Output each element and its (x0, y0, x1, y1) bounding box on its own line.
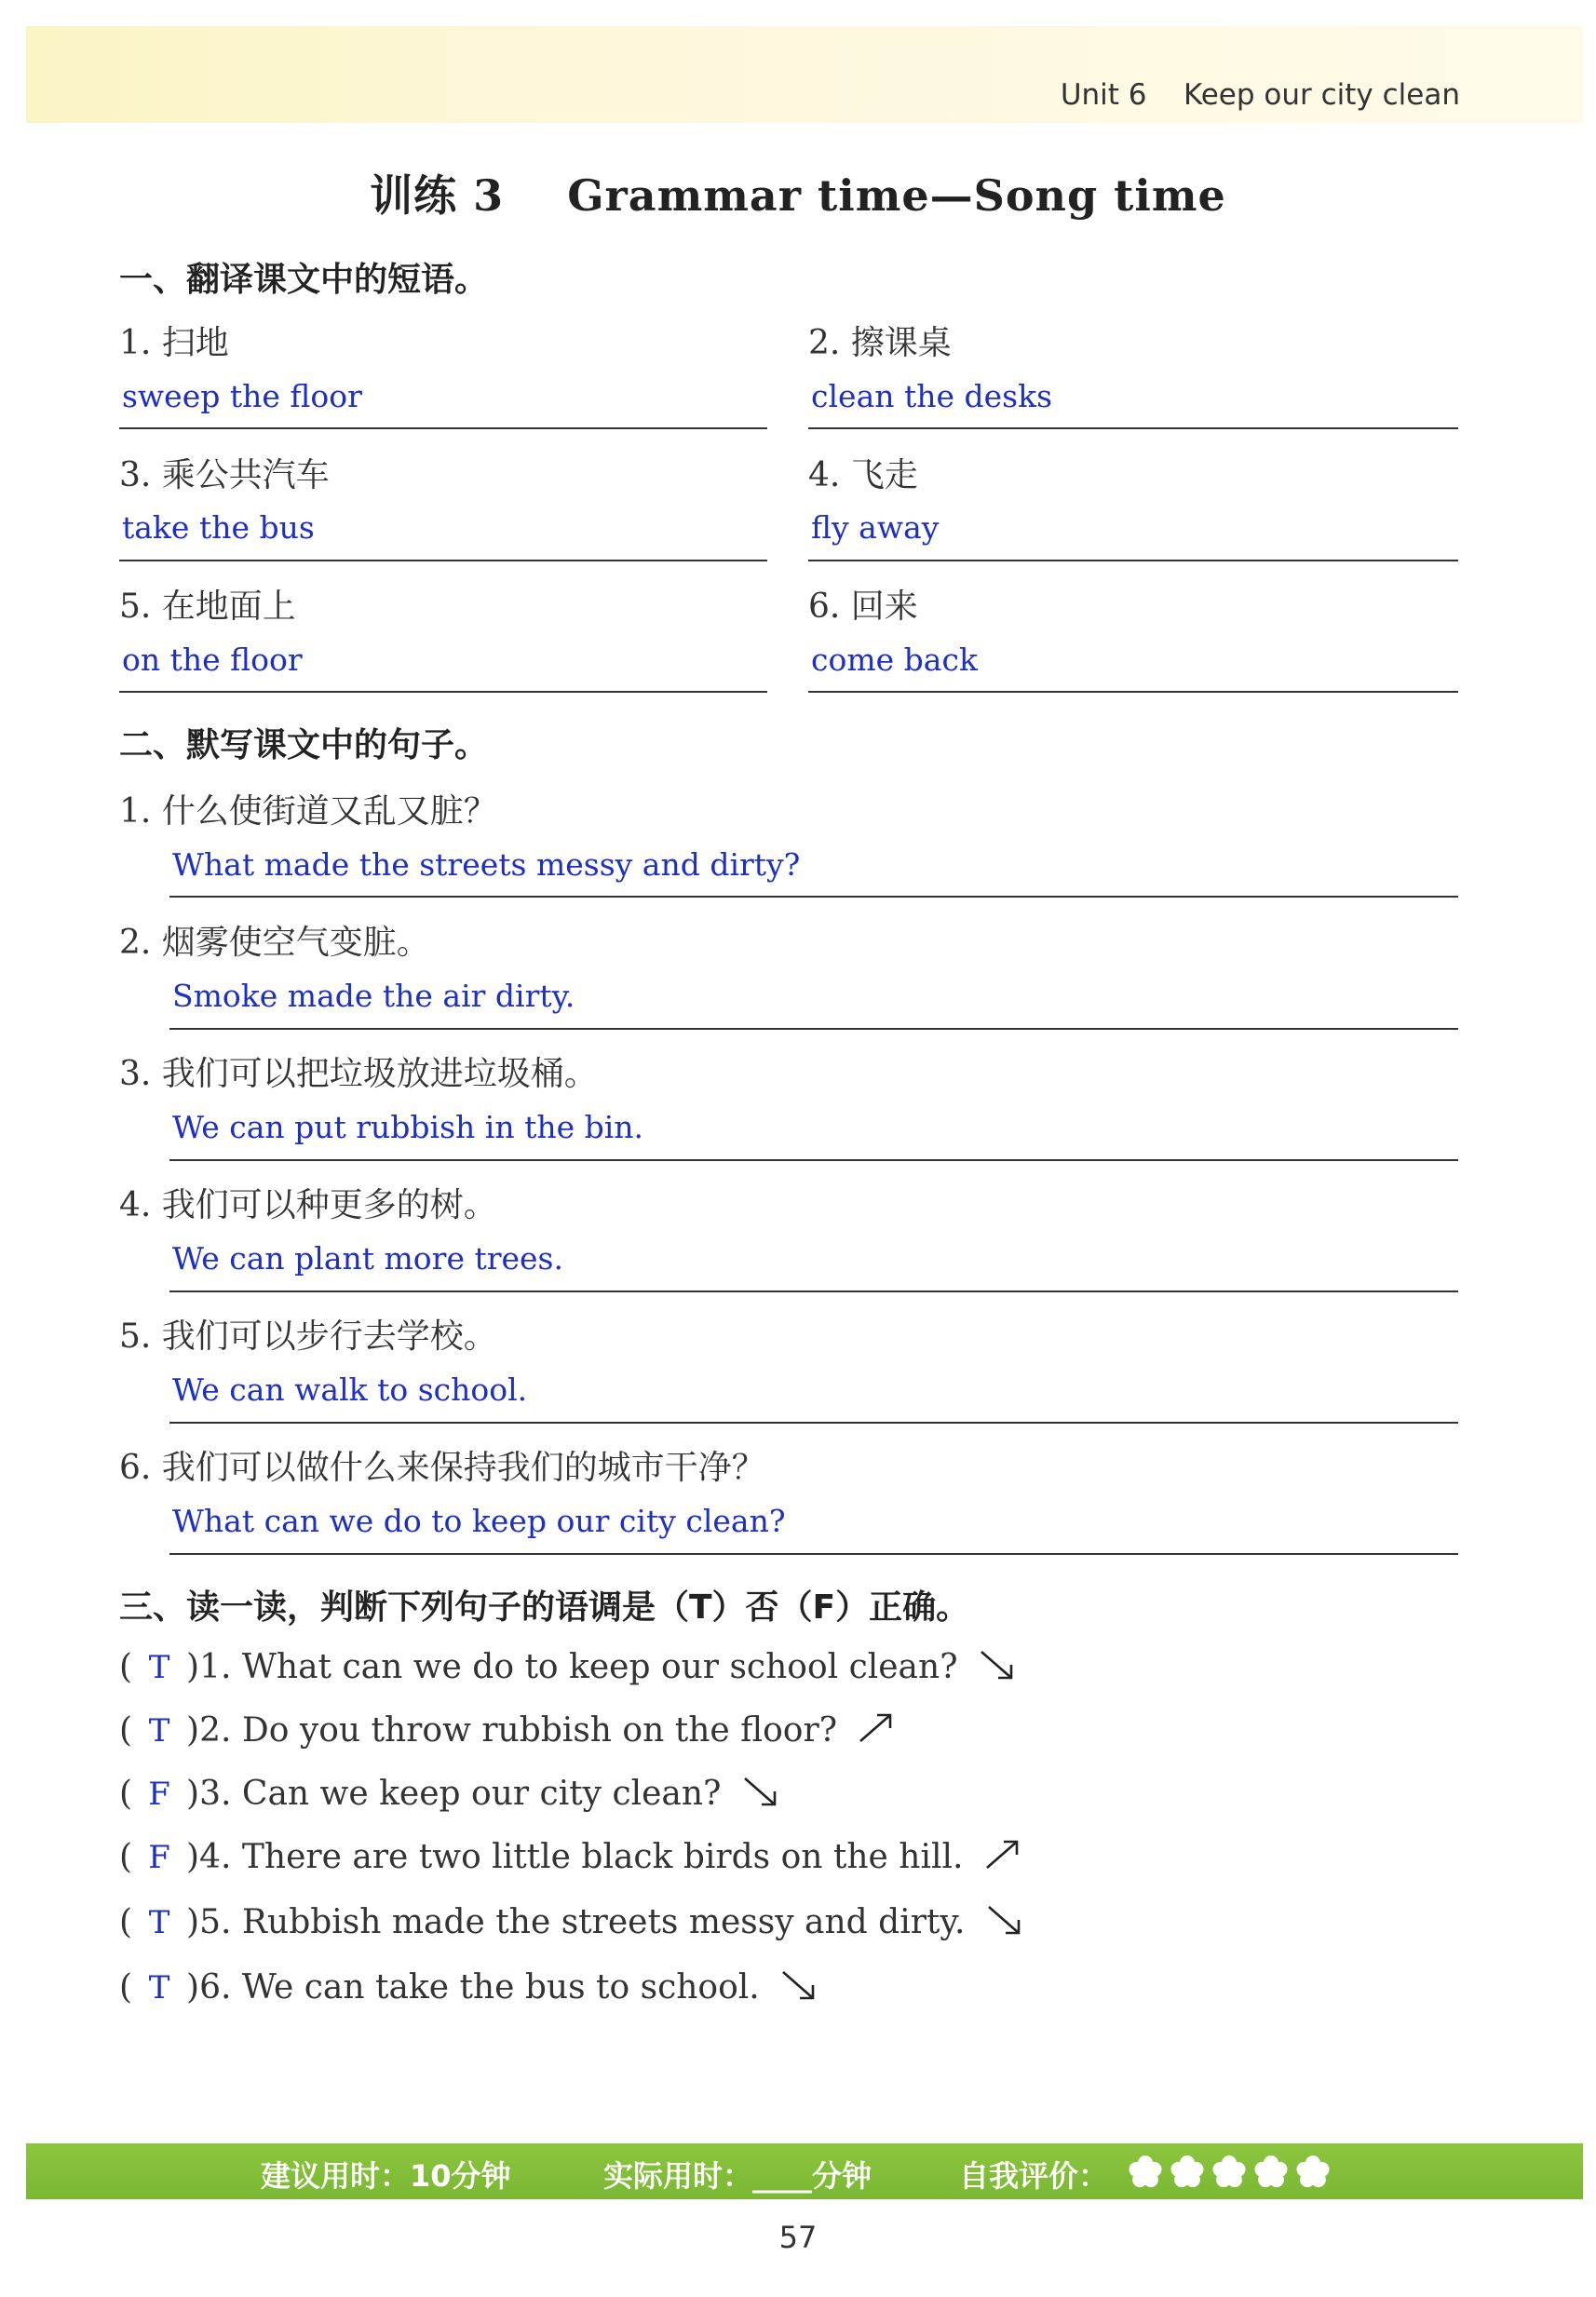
sentence-answer: Smoke made the air dirty. (172, 978, 575, 1014)
sentence-label: 3. 我们可以把垃圾放进垃圾桶。 (119, 1055, 598, 1093)
sentence-label: 2. 烟雾使空气变脏。 (119, 924, 430, 962)
intonation-item (119, 1836, 1024, 1876)
sentence-label: 1. 什么使街道又乱又脏？ (119, 792, 497, 831)
item-number: )5. (186, 1903, 232, 1941)
sentence-answer: We can put rubbish in the bin. (172, 1109, 644, 1145)
answer-line (169, 1553, 1458, 1555)
paren-open: ( (119, 1903, 133, 1941)
intonation-item (119, 1901, 1026, 1941)
item-number: )4. (186, 1838, 232, 1876)
paren-open: ( (119, 1968, 133, 2006)
paren-open: ( (119, 1838, 133, 1876)
rising-arrow-icon (857, 1709, 898, 1747)
falling-arrow-icon (779, 1966, 820, 2004)
phrase-answer: take the bus (122, 509, 315, 546)
sentence-text: Do you throw rubbish on the floor? (241, 1711, 837, 1750)
falling-arrow-icon (741, 1773, 782, 1810)
sentence-text: Rubbish made the streets messy and dirty. (241, 1903, 966, 1941)
page-title: 训练 3 Grammar time—Song time (370, 170, 1226, 221)
answer-line (169, 896, 1458, 898)
answer-line (169, 1159, 1458, 1161)
self-evaluation-label: 自我评价： (959, 2158, 1109, 2194)
phrase-label: 5. 在地面上 (119, 588, 296, 626)
judge-answer: T (148, 1649, 170, 1686)
phrase-answer: come back (811, 642, 978, 678)
falling-arrow-icon (978, 1646, 1019, 1683)
flower-star-icon (1252, 2153, 1290, 2190)
answer-line (169, 1422, 1458, 1424)
judge-answer: T (148, 1904, 170, 1941)
paren-open: ( (119, 1775, 133, 1813)
paren-open: ( (119, 1711, 133, 1750)
footer-band (26, 2143, 1583, 2199)
phrase-answer: sweep the floor (122, 378, 362, 414)
phrase-label: 6. 回来 (808, 588, 918, 626)
section3-heading: 三、读一读，判断下列句子的语调是（T）否（F）正确。 (119, 1588, 970, 1627)
item-number: )1. (186, 1648, 232, 1686)
answer-line (119, 427, 767, 429)
phrase-label: 2. 擦课桌 (808, 324, 952, 362)
phrase-answer: fly away (811, 509, 940, 546)
flower-star-icon (1211, 2153, 1248, 2190)
answer-line (169, 1028, 1458, 1030)
answer-line (169, 1290, 1458, 1292)
flower-star-icon (1127, 2153, 1164, 2190)
sentence-answer: We can plant more trees. (172, 1240, 563, 1277)
answer-line (119, 560, 767, 561)
sentence-label: 5. 我们可以步行去学校。 (119, 1317, 497, 1356)
section1-heading: 一、翻译课文中的短语。 (119, 261, 489, 299)
answer-line (808, 560, 1458, 561)
flower-star-icon (1294, 2153, 1332, 2190)
section2-heading: 二、默写课文中的句子。 (119, 726, 489, 764)
item-number: )2. (186, 1711, 232, 1750)
answer-line (808, 691, 1458, 693)
paren-open: ( (119, 1648, 133, 1686)
intonation-item (119, 1709, 898, 1750)
actual-time: 实际用时：____分钟 (603, 2158, 872, 2194)
intonation-item (119, 1966, 820, 2006)
intonation-item (119, 1773, 782, 1813)
judge-answer: T (148, 1712, 170, 1750)
sentence-label: 4. 我们可以种更多的树。 (119, 1186, 497, 1224)
page-number: 57 (778, 2220, 818, 2255)
flower-star-icon (1169, 2153, 1206, 2190)
sentence-answer: What made the streets messy and dirty? (172, 846, 801, 883)
judge-answer: F (148, 1839, 170, 1876)
phrase-answer: clean the desks (811, 378, 1053, 414)
judge-answer: T (148, 1969, 170, 2006)
intonation-item (119, 1646, 1019, 1686)
sentence-answer: What can we do to keep our city clean? (172, 1503, 786, 1539)
phrase-label: 4. 飞走 (808, 456, 918, 494)
item-number: )3. (186, 1775, 232, 1813)
star-rating (1127, 2153, 1336, 2197)
item-number: )6. (186, 1968, 232, 2006)
sentence-text: There are two little black birds on the hill. (241, 1838, 964, 1876)
sentence-text: Can we keep our city clean? (241, 1775, 722, 1813)
answer-line (808, 427, 1458, 429)
judge-answer: F (148, 1776, 170, 1813)
phrase-label: 1. 扫地 (119, 324, 229, 362)
suggested-time: 建议用时：10分钟 (261, 2158, 511, 2194)
rising-arrow-icon (983, 1836, 1024, 1873)
sentence-text: We can take the bus to school. (241, 1968, 760, 2006)
phrase-label: 3. 乘公共汽车 (119, 456, 330, 494)
sentence-text: What can we do to keep our school clean? (241, 1648, 958, 1686)
unit-label: Unit 6 Keep our city clean (1060, 78, 1460, 112)
answer-line (119, 691, 767, 693)
phrase-answer: on the floor (122, 642, 303, 678)
sentence-answer: We can walk to school. (172, 1371, 528, 1408)
sentence-label: 6. 我们可以做什么来保持我们的城市干净？ (119, 1449, 765, 1487)
falling-arrow-icon (985, 1901, 1026, 1939)
